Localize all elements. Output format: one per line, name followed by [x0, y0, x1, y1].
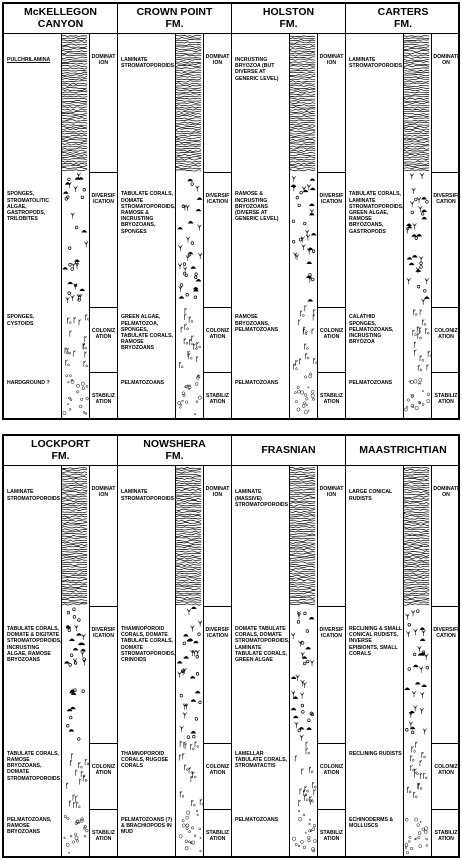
section-column	[118, 436, 232, 856]
stage-label: DOMINATION	[205, 486, 230, 498]
stage-label: STABILIZATION	[434, 392, 458, 405]
stage-label: COLONIZATION	[205, 327, 230, 340]
fauna-label: ECHINODERMS & MOLLUSCS	[349, 817, 394, 830]
stage-diversification	[90, 172, 117, 306]
stage-label: DOMINATION	[319, 486, 344, 498]
stage-label: STABILIZATION	[320, 830, 343, 843]
lithology-strip	[289, 34, 318, 418]
stage-label: DIVERSIFICATION	[433, 193, 459, 206]
section-title-line: FM.	[279, 18, 298, 30]
fauna-label: PELMATOZOANS	[121, 379, 165, 386]
stage-diversification	[432, 606, 460, 743]
stage-label: STABILIZATION	[206, 392, 229, 405]
stage-label: COLONIZATION	[91, 327, 116, 340]
section-title	[346, 436, 460, 466]
stage-colonization	[318, 743, 345, 809]
stage-domination	[90, 466, 117, 606]
section-column	[4, 4, 118, 418]
stage-diversification	[90, 606, 117, 743]
stage-diversification	[204, 172, 231, 306]
stage-stabilization	[90, 809, 117, 856]
stage-domination	[318, 34, 345, 172]
section-column	[346, 436, 460, 856]
fauna-label: PULCHRILAMINA	[7, 57, 51, 64]
section-column	[232, 436, 346, 856]
section-title-line: FM.	[165, 18, 184, 30]
fauna-label: RAMOSE BRYOZOANS, PELMATOZOANS	[235, 314, 279, 333]
stage-label: DIVERSIFICATION	[91, 193, 116, 206]
section-column	[118, 4, 232, 418]
stage-label: DIVERSIFICATION	[319, 627, 344, 640]
stage-label: COLONIZATION	[434, 327, 458, 340]
stage-label: DIVERSIFICATION	[319, 193, 344, 206]
section-title-line: NOWSHERA	[143, 438, 206, 450]
fauna-label: INCRUSTING BRYOZOA (BUT DIVERSE AT GENERIC LEVEL)	[235, 57, 279, 82]
fauna-label: TABULATE CORALS, LAMINATE STROMATOPOROIDS, GREEN ALGAE, RAMOSE BRYOZOANS, GASTROPODS	[349, 191, 404, 235]
fauna-label: RAMOSE & INCRUSTING BRYOZOANS (DIVERSE AT GENERIC LEVEL)	[235, 191, 279, 223]
lithology-graphic	[176, 466, 203, 856]
section-title-line: McKELLEGON	[24, 6, 97, 18]
section-title-line: FM.	[51, 450, 70, 462]
section-title	[118, 4, 231, 34]
section-column	[346, 4, 460, 418]
section-title	[4, 436, 117, 466]
stage-label: DIVERSIFICATION	[205, 627, 230, 640]
section-title	[232, 4, 345, 34]
stage-diversification	[432, 172, 460, 306]
fauna-label: PELMATOZOANS (?) & BRACHIOPODS IN MUD	[121, 817, 173, 836]
stage-stabilization	[318, 809, 345, 856]
stage-colonization	[432, 743, 460, 809]
stage-colonization	[90, 307, 117, 372]
lithology-graphic	[62, 466, 89, 856]
stage-label: STABILIZATION	[92, 392, 115, 405]
section-title-line: FRASNIAN	[261, 444, 316, 456]
section-column	[4, 436, 118, 856]
section-title-line: CANYON	[37, 18, 84, 30]
fauna-label: LAMINATE STROMATOPOROIDS	[121, 489, 175, 502]
lithology-strip	[61, 34, 90, 418]
section-title	[118, 436, 231, 466]
stage-label: COLONIZATION	[319, 763, 344, 776]
fauna-label: PELMATOZOANS, RAMOSE BRYOZOANS	[7, 817, 52, 836]
stage-label: COLONIZATION	[91, 763, 116, 776]
fauna-label: LAMINATE STROMATOPOROIDS	[349, 57, 403, 70]
lithology-strip	[61, 466, 90, 856]
fauna-label: LARGE CONICAL RUDISTS	[349, 489, 393, 502]
section-title-line: CROWN POINT	[136, 6, 213, 18]
stage-label: DIVERSIFICATION	[91, 627, 116, 640]
section-title-line: MAASTRICHTIAN	[359, 444, 447, 456]
stage-stabilization	[318, 372, 345, 418]
stage-label: COLONIZATION	[319, 327, 344, 340]
stage-stabilization	[90, 372, 117, 418]
stage-stabilization	[204, 809, 231, 856]
stage-colonization	[432, 307, 460, 372]
stage-label: DOMINATION	[205, 54, 230, 66]
lithology-strip	[403, 466, 432, 856]
fauna-label: LAMINATE STROMATOPOROIDS	[121, 57, 175, 70]
stage-label: DOMINATION	[433, 486, 459, 498]
section-title	[4, 4, 117, 34]
stage-domination	[90, 34, 117, 172]
fauna-label: PELMATOZOANS	[235, 379, 279, 386]
lithology-graphic	[404, 466, 431, 856]
section-title-line: HOLSTON	[262, 6, 315, 18]
stage-label: STABILIZATION	[320, 392, 343, 405]
lithology-graphic	[62, 34, 89, 418]
lithology-graphic	[290, 34, 317, 418]
stage-label: DIVERSIFICATION	[433, 627, 459, 640]
lithology-graphic	[176, 34, 203, 418]
stage-diversification	[318, 606, 345, 743]
section-title	[232, 436, 345, 466]
stage-label: DOMINATION	[91, 54, 116, 66]
stage-stabilization	[432, 372, 460, 418]
stage-label: STABILIZATION	[92, 830, 115, 843]
stage-label: COLONIZATION	[434, 763, 458, 776]
stage-label: DOMINATION	[91, 486, 116, 498]
lithology-strip	[175, 466, 204, 856]
fauna-label: SPONGES, CYSTOIDS	[7, 314, 35, 327]
section-title-line: FM.	[393, 18, 413, 30]
lithology-graphic	[404, 34, 431, 418]
stage-domination	[204, 466, 231, 606]
fauna-label: RECLINING & SMALL CONICAL RUDISTS, INVERSE EPIBIONTS, SMALL CORALS	[349, 625, 402, 657]
fauna-label: RECLINING RUDISTS	[349, 750, 402, 757]
lithology-strip	[289, 466, 318, 856]
stage-colonization	[90, 743, 117, 809]
stage-label: STABILIZATION	[206, 830, 229, 843]
fauna-label: DOMATE TABULATE CORALS, DOMATE STROMATOPOROIDS, LAMINATE TABULATE CORALS, GREEN ALGAE	[235, 625, 290, 663]
lithology-strip	[175, 34, 204, 418]
fauna-label: HARDGROUND ?	[7, 379, 50, 386]
section-title-line: LOCKPORT	[31, 438, 90, 450]
stage-label: DOMINATION	[319, 54, 344, 66]
stage-domination	[318, 466, 345, 606]
stage-diversification	[204, 606, 231, 743]
stage-stabilization	[432, 809, 460, 856]
stage-domination	[432, 466, 460, 606]
bottom-panel	[2, 434, 460, 858]
fauna-label: THAMNOPOROID CORALS, RUGOSE CORALS	[121, 750, 169, 770]
section-title-line: CARTERS	[377, 6, 429, 18]
fauna-label: SPONGES, STROMATOLITIC ALGAE, GASTROPODS, TRILOBITES	[7, 191, 50, 223]
stage-label: STABILIZATION	[434, 830, 458, 843]
fauna-label: THAMNOPOROID CORALS, DOMATE TABULATE CORALS, DOMATE STROMATOPOROIDS, CRINOIDS	[121, 625, 176, 663]
stage-label: COLONIZATION	[205, 763, 230, 776]
stage-colonization	[204, 743, 231, 809]
lithology-strip	[403, 34, 432, 418]
fauna-label: TABULATE CORALS, RAMOSE BRYOZOANS, DOMATE STROMATOPOROIDS	[7, 750, 61, 782]
stage-domination	[204, 34, 231, 172]
stage-stabilization	[204, 372, 231, 418]
stage-label: DOMINATION	[433, 54, 459, 66]
fauna-label: PELMATOZOANS	[349, 379, 393, 386]
lithology-graphic	[290, 466, 317, 856]
fauna-label: PELMATOZOANS	[235, 817, 279, 823]
top-panel	[2, 2, 460, 420]
section-column	[232, 4, 346, 418]
fauna-label: LAMINATE STROMATOPOROIDS	[7, 489, 61, 502]
fauna-label: TABULATE CORALS, DOMATE & DIGITATE STROMATOPOROIDS, INCRUSTING ALGAE, RAMOSE BRYOZOANS	[7, 625, 62, 663]
fauna-label: CALATHID SPONGES, PELMATOZOANS, INCRUSTING BRYOZOA	[349, 314, 394, 346]
stage-label: DIVERSIFICATION	[205, 193, 230, 206]
fauna-label: LAMELLAR TABULATE CORALS, STROMATACTIS	[235, 750, 287, 770]
stage-colonization	[318, 307, 345, 372]
fauna-label: GREEN ALGAE, PELMATOZOA, SPONGES, TABULATE CORALS, RAMOSE BRYOZOANS	[121, 314, 173, 352]
fauna-label: TABULATE CORALS, DOMATE STROMATOPOROIDS, RAMOSE & INCRUSTING BRYOZOANS, SPONGES	[121, 191, 176, 235]
stage-colonization	[204, 307, 231, 372]
section-title	[346, 4, 460, 34]
fauna-label: LAMINATE (MASSIVE) STROMATOPOROIDS	[235, 489, 289, 508]
stage-diversification	[318, 172, 345, 306]
stage-domination	[432, 34, 460, 172]
section-title-line: FM.	[165, 450, 184, 462]
